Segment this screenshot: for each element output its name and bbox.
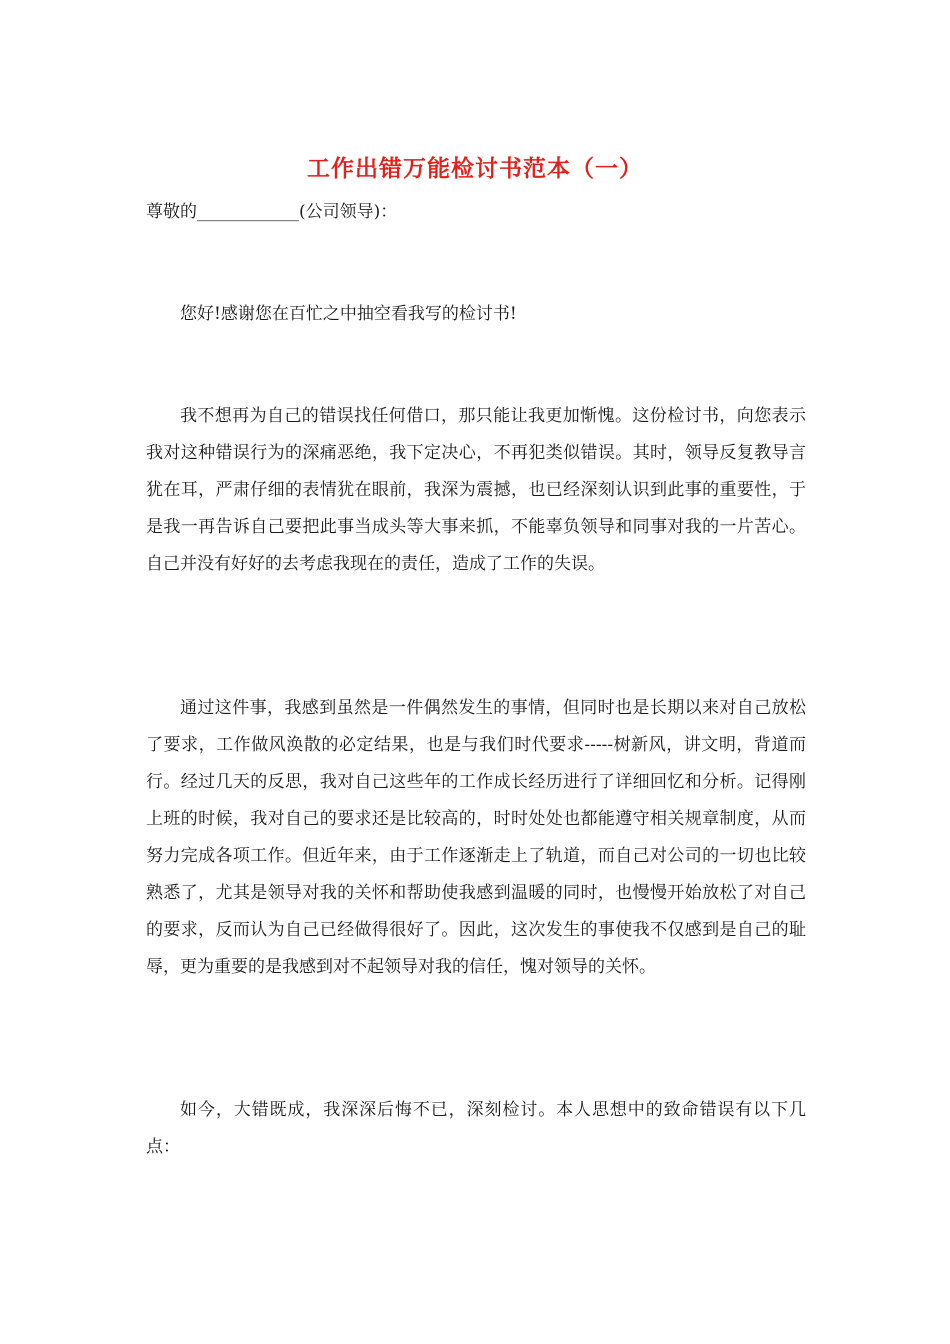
- paragraph-apology: 我不想再为自己的错误找任何借口，那只能让我更加惭愧。这份检讨书，向您表示我对这种错误行为的深痛恶绝，我下定决心，不再犯类似错误。其时，领导反复教导言犹在耳，严肃仔细的表情犹在眼前，我深为震撼，也已经深刻认识到此事的重要性，于是我一再告诉自己要把此事当成头等大事来抓，不能辜负领导和同事对我的一片苦心。 自己并没有好好的去考虑我现在的责任，造成了工作的失误。: [146, 406, 806, 574]
- salutation: 尊敬的____________(公司领导)：: [146, 202, 398, 222]
- paragraph-errors-intro: 如今，大错既成，我深深后悔不已，深刻检讨。本人思想中的致命错误有以下几点：: [146, 1100, 806, 1157]
- paragraph-greeting: 您好!感谢您在百忙之中抽空看我写的检讨书!: [180, 304, 517, 324]
- paragraph-reflection: 通过这件事，我感到虽然是一件偶然发生的事情，但同时也是长期以来对自己放松了要求，工作做风涣散的必定结果，也是与我们时代要求-----树新风，讲文明，背道而行。经过几天的反思，我对自己这些年的工作成长经历进行了详细回忆和分析。记得刚上班的时候，我对自己的要求还是比较高的，时时处处也都能遵守相关规章制度，从而努力完成各项工作。但近年来，由于工作逐渐走上了轨道，而自己对公司的一切也比较熟悉了，尤其是领导对我的关怀和帮助使我感到温暖的同时，也慢慢开始放松了对自己的要求，反而认为自己已经做得很好了。因此，这次发生的事使我不仅感到是自己的耻辱，更为重要的是我感到对不起领导对我的信任，愧对领导的关怀。: [146, 698, 806, 977]
- document-title: 工作出错万能检讨书范本（一）: [307, 155, 643, 182]
